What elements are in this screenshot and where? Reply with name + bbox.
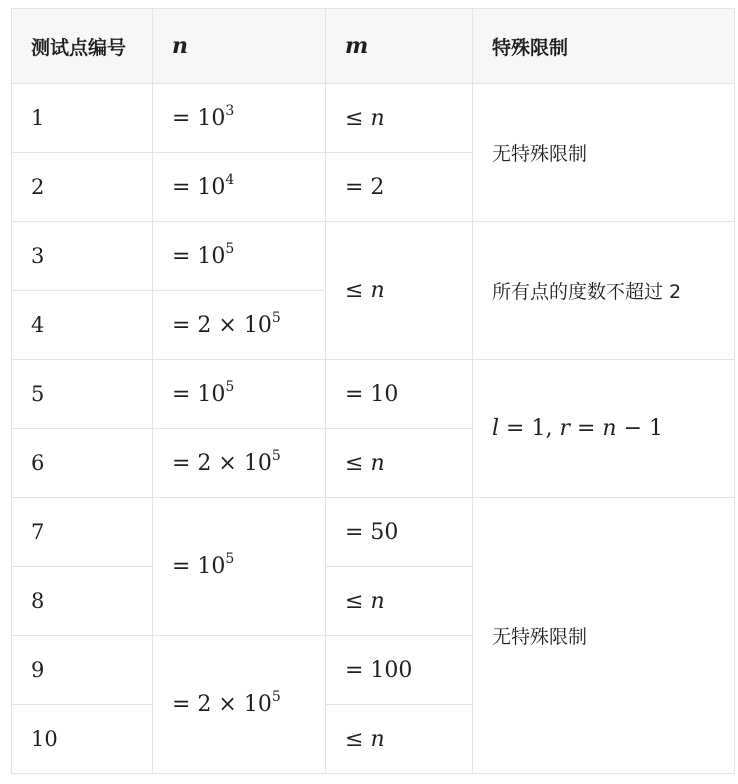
constraints-table — [11, 8, 735, 774]
cell-special: l = 1, r = n − 1 — [473, 360, 735, 498]
cell-m: = 10 — [326, 360, 473, 429]
table-header-row — [12, 9, 735, 84]
cell-n: = $2 \times 10^5$ — [153, 429, 326, 498]
cell-n: = $10^5$ — [153, 498, 326, 636]
header-special: 特殊限制 — [473, 9, 735, 84]
cell-n: = $2 \times 10^5$ — [153, 291, 326, 360]
cell-test-id: 10 — [12, 705, 153, 774]
cell-n: = $10^5$ — [153, 360, 326, 429]
cell-test-id: 5 — [12, 360, 153, 429]
cell-special: 所有点的度数不超过 2 — [473, 222, 735, 360]
cell-test-id: 2 — [12, 153, 153, 222]
cell-test-id: 4 — [12, 291, 153, 360]
cell-m: = 50 — [326, 498, 473, 567]
cell-m: ≤ n — [326, 567, 473, 636]
cell-n: = $10^3$ — [153, 84, 326, 153]
table-row — [12, 84, 735, 153]
cell-test-id: 1 — [12, 84, 153, 153]
header-test-id: 测试点编号 — [12, 9, 153, 84]
cell-m: ≤ n — [326, 705, 473, 774]
cell-m: ≤ n — [326, 84, 473, 153]
cell-n: = $10^4$ — [153, 153, 326, 222]
table-row — [12, 360, 735, 429]
constraints-table-container — [11, 8, 735, 774]
cell-m: ≤ n — [326, 429, 473, 498]
cell-n: = $10^5$ — [153, 222, 326, 291]
cell-test-id: 3 — [12, 222, 153, 291]
cell-m: = 2 — [326, 153, 473, 222]
cell-m: ≤ n — [326, 222, 473, 360]
cell-m: = 100 — [326, 636, 473, 705]
table-row — [12, 222, 735, 291]
cell-test-id: 6 — [12, 429, 153, 498]
cell-test-id: 9 — [12, 636, 153, 705]
cell-special: 无特殊限制 — [473, 84, 735, 222]
header-n: n — [153, 9, 326, 84]
header-m: m — [326, 9, 473, 84]
cell-n: = $2 \times 10^5$ — [153, 636, 326, 774]
cell-test-id: 7 — [12, 498, 153, 567]
cell-test-id: 8 — [12, 567, 153, 636]
table-row — [12, 498, 735, 567]
cell-special: 无特殊限制 — [473, 498, 735, 774]
